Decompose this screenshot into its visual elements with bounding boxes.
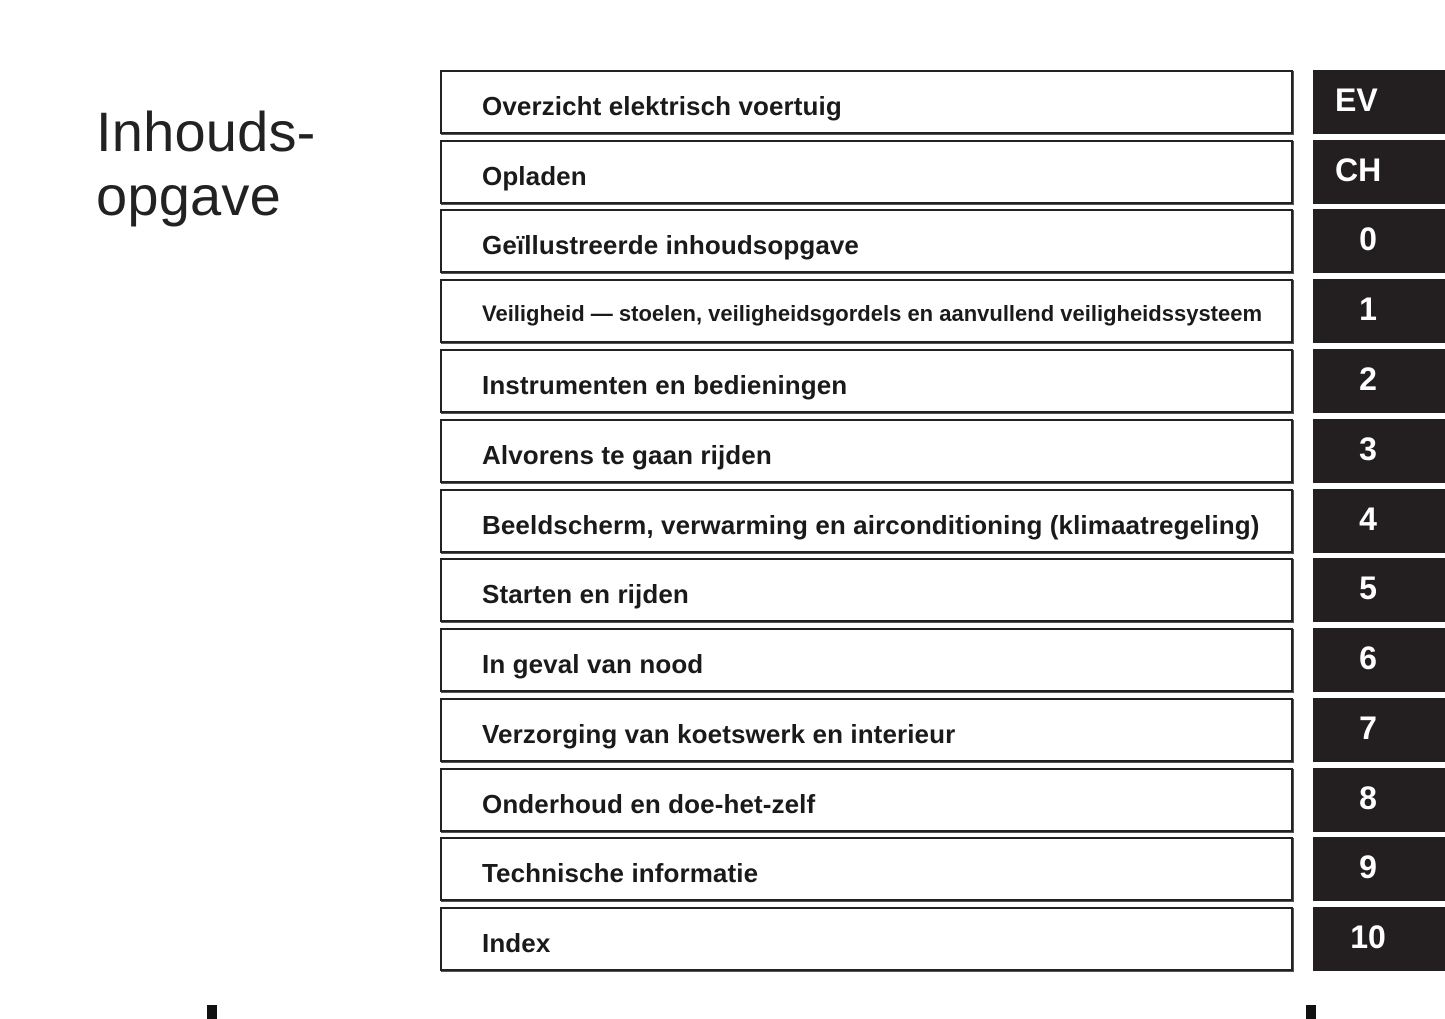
toc-row-3 xyxy=(440,419,1445,483)
toc-entry-2[interactable] xyxy=(440,349,1293,413)
section-tab-label: 0 xyxy=(1359,221,1377,257)
toc-row-6 xyxy=(440,628,1445,692)
toc-entry-10[interactable] xyxy=(440,907,1293,971)
toc-entry-label: Alvorens te gaan rijden xyxy=(482,440,772,470)
toc-row-7 xyxy=(440,698,1445,762)
section-tab-label: 4 xyxy=(1359,501,1377,537)
toc-entry-label: Instrumenten en bedieningen xyxy=(482,370,848,400)
page-title-line-2: opgave xyxy=(96,163,281,227)
toc-entry-label: Geïllustreerde inhoudsopgave xyxy=(482,230,859,260)
section-tab-3[interactable] xyxy=(1313,419,1445,483)
toc-row-ch xyxy=(440,140,1445,204)
toc-entry-9[interactable] xyxy=(440,837,1293,901)
toc-entry-label: In geval van nood xyxy=(482,649,704,679)
toc-row-2 xyxy=(440,349,1445,413)
section-tab-label: 9 xyxy=(1359,849,1377,885)
toc-entry-label: Veiligheid — stoelen, veiligheidsgordels en aanvullend veiligheidssysteem xyxy=(482,301,1263,326)
crop-mark-right xyxy=(1306,1005,1316,1019)
section-tab-label: 6 xyxy=(1359,640,1377,676)
section-tab-5[interactable] xyxy=(1313,558,1445,622)
section-tab-1[interactable] xyxy=(1313,279,1445,343)
section-tab-6[interactable] xyxy=(1313,628,1445,692)
toc-row-ev xyxy=(440,70,1445,134)
toc-entry-1[interactable] xyxy=(440,279,1293,343)
section-tab-label: 2 xyxy=(1359,361,1377,397)
toc-entry-label: Technische informatie xyxy=(482,858,759,888)
section-tab-label: CH xyxy=(1335,152,1382,188)
toc-row-9 xyxy=(440,837,1445,901)
section-tab-7[interactable] xyxy=(1313,698,1445,762)
crop-mark-left xyxy=(207,1005,217,1019)
section-tab-label: 1 xyxy=(1359,291,1377,327)
page-title-line-1: Inhouds- xyxy=(96,99,316,163)
toc-entry-7[interactable] xyxy=(440,698,1293,762)
toc-entry-label: Verzorging van koetswerk en interieur xyxy=(482,719,956,749)
section-tab-4[interactable] xyxy=(1313,489,1445,553)
toc-entry-label: Starten en rijden xyxy=(482,579,689,609)
toc-row-8 xyxy=(440,768,1445,832)
toc-entry-ev[interactable] xyxy=(440,70,1293,134)
toc-entry-0[interactable] xyxy=(440,209,1293,273)
section-tab-10[interactable] xyxy=(1313,907,1445,971)
toc-entry-4[interactable] xyxy=(440,489,1293,553)
toc-row-4 xyxy=(440,489,1445,553)
toc-entry-3[interactable] xyxy=(440,419,1293,483)
toc-entry-ch[interactable] xyxy=(440,140,1293,204)
page-title xyxy=(96,100,316,228)
toc-row-10 xyxy=(440,907,1445,971)
section-tab-label: 3 xyxy=(1359,431,1377,467)
section-tab-label: 10 xyxy=(1350,919,1386,955)
toc-row-0 xyxy=(440,209,1445,273)
toc-entry-label: Index xyxy=(482,928,551,958)
section-tab-0[interactable] xyxy=(1313,209,1445,273)
toc-row-1 xyxy=(440,279,1445,343)
toc-entry-8[interactable] xyxy=(440,768,1293,832)
section-tab-label: 7 xyxy=(1359,710,1377,746)
section-tab-9[interactable] xyxy=(1313,837,1445,901)
toc-entry-label: Onderhoud en doe-het-zelf xyxy=(482,789,816,819)
toc-row-5 xyxy=(440,558,1445,622)
section-tab-label: EV xyxy=(1335,82,1378,118)
section-tab-ch[interactable] xyxy=(1313,140,1445,204)
toc-entry-6[interactable] xyxy=(440,628,1293,692)
section-tab-2[interactable] xyxy=(1313,349,1445,413)
section-tab-label: 8 xyxy=(1359,780,1377,816)
toc-entry-label: Overzicht elektrisch voertuig xyxy=(482,91,842,121)
toc-entry-label: Opladen xyxy=(482,161,587,191)
section-tab-ev[interactable] xyxy=(1313,70,1445,134)
section-tab-8[interactable] xyxy=(1313,768,1445,832)
toc-entry-5[interactable] xyxy=(440,558,1293,622)
section-tab-label: 5 xyxy=(1359,570,1377,606)
toc-entry-label: Beeldscherm, verwarming en airconditioning (klimaatregeling) xyxy=(482,510,1260,540)
